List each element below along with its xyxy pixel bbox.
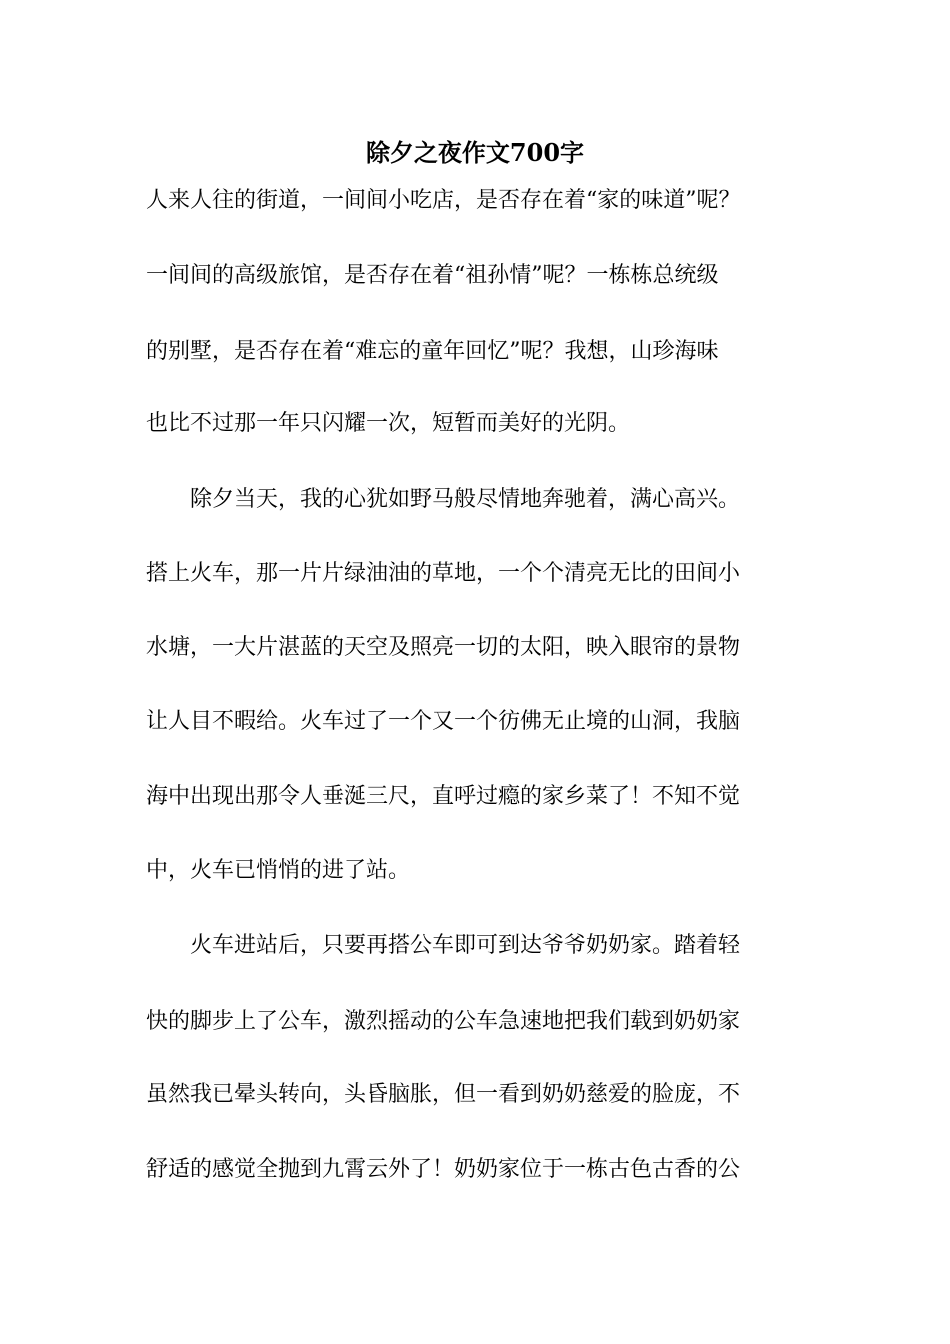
text-line: 一间间的高级旅馆，是否存在着“祖孙情”呢？一栋栋总统级 — [146, 263, 719, 288]
text-line: 搭上火车，那一片片绿油油的草地，一个个清亮无比的田间小 — [146, 561, 741, 586]
text-line: 除夕当天，我的心犹如野马般尽情地奔驰着，满心高兴。 — [146, 487, 741, 512]
text-line: 海中出现出那令人垂涎三尺，直呼过瘾的家乡菜了！不知不觉 — [146, 784, 741, 809]
text-line: 快的脚步上了公车，激烈摇动的公车急速地把我们载到奶奶家 — [146, 1009, 741, 1034]
text-line: 也比不过那一年只闪耀一次，短暂而美好的光阴。 — [146, 411, 631, 436]
text-line: 虽然我已晕头转向，头昏脑胀，但一看到奶奶慈爱的脸庞，不 — [146, 1082, 741, 1107]
text-line: 让人目不暇给。火车过了一个又一个彷佛无止境的山洞，我脑 — [146, 709, 741, 734]
text-line: 火车进站后，只要再搭公车即可到达爷爷奶奶家。踏着轻 — [146, 933, 741, 958]
document-title: 除夕之夜作文700字 — [365, 138, 585, 167]
text-line: 舒适的感觉全抛到九霄云外了！奶奶家位于一栋古色古香的公 — [146, 1157, 741, 1182]
text-line: 人来人往的街道，一间间小吃店，是否存在着“家的味道”呢？ — [146, 188, 741, 213]
text-line: 中，火车已悄悄的进了站。 — [146, 858, 411, 883]
text-line: 的别墅，是否存在着“难忘的童年回忆”呢？我想，山珍海味 — [146, 339, 719, 364]
text-line: 水塘，一大片湛蓝的天空及照亮一切的太阳，映入眼帘的景物 — [146, 635, 741, 660]
